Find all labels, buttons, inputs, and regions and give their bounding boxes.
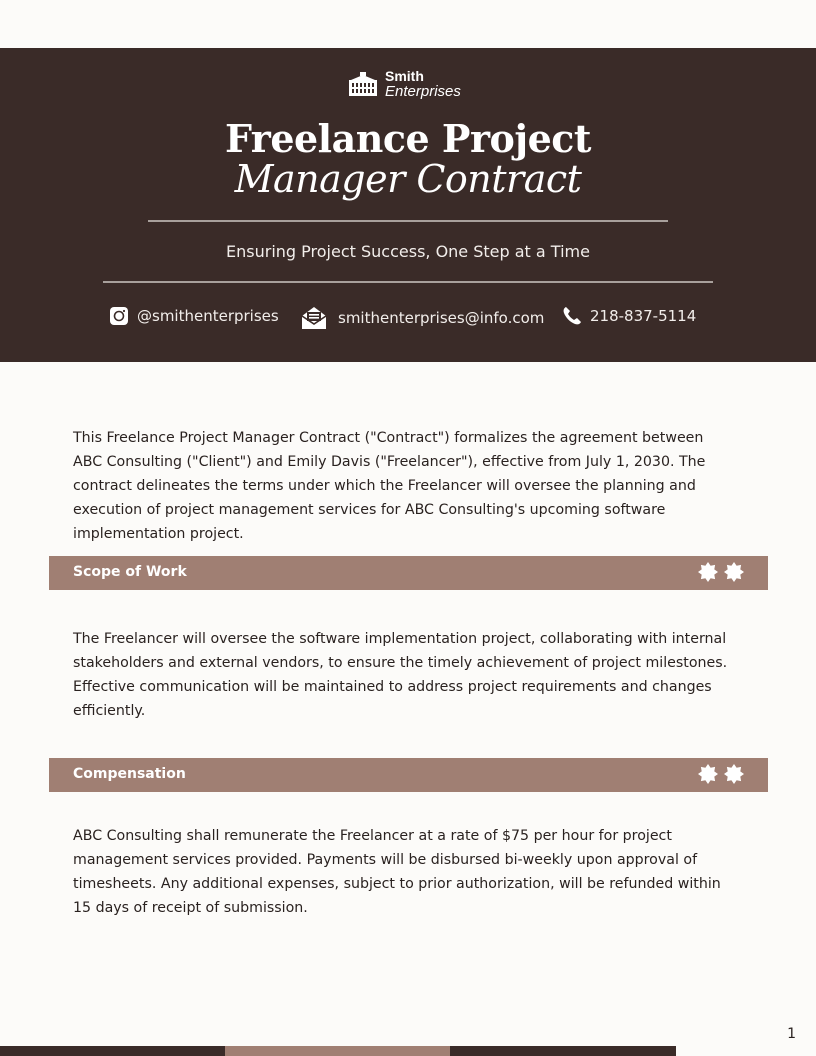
section-title: Scope of Work <box>73 564 187 580</box>
footer-bar-accent <box>225 1046 450 1056</box>
email-address: smithenterprises@info.com <box>338 309 545 327</box>
badge-icon <box>698 764 718 788</box>
contact-email[interactable] <box>301 306 544 330</box>
logo-name: Smith <box>385 68 424 84</box>
logo-subtitle: Enterprises <box>385 83 461 100</box>
tagline-divider <box>103 281 713 283</box>
instagram-icon <box>109 306 129 326</box>
page-title-line2: Manager Contract <box>234 157 582 201</box>
footer-bar-dark <box>0 1046 225 1056</box>
section-header-scope <box>49 556 768 590</box>
badge-icon <box>698 562 718 586</box>
contact-phone[interactable] <box>562 306 696 326</box>
section-header-compensation <box>49 758 768 792</box>
title-divider <box>148 220 668 222</box>
tagline: Ensuring Project Success, One Step at a Time <box>226 242 590 261</box>
section-decoration <box>692 764 744 788</box>
phone-number: 218-837-5114 <box>590 307 697 325</box>
building-icon <box>347 70 379 98</box>
badge-icon <box>724 562 744 586</box>
page-title-line1: Freelance Project <box>225 116 591 161</box>
instagram-handle: @smithenterprises <box>137 307 279 325</box>
badge-icon <box>724 764 744 788</box>
scope-paragraph: The Freelancer will oversee the software implementation project, collaborating with internal stakeholders and external vendors, to ensure the timely achievement of project milestones. Effective communication will be maintained to address project requirements and changes efficiently. <box>73 631 728 719</box>
page-number: 1 <box>787 1026 796 1042</box>
header-banner <box>0 48 816 362</box>
email-icon <box>301 306 327 330</box>
company-logo <box>347 68 461 100</box>
section-title: Compensation <box>73 766 186 782</box>
intro-paragraph: This Freelance Project Manager Contract ("Contract") formalizes the agreement between ABC Consulting ("Client") and Emily Davis ("Freelancer"), effective from July 1, 2030. The contract delineates the terms under which the Freelancer will oversee the planning and execution of project management services for ABC Consulting's upcoming software implementation project. <box>73 430 706 542</box>
footer-bar-dark <box>450 1046 676 1056</box>
phone-icon <box>562 306 582 326</box>
contact-instagram[interactable] <box>109 306 279 326</box>
compensation-paragraph: ABC Consulting shall remunerate the Freelancer at a rate of $75 per hour for project management services provided. Payments will be disbursed bi-weekly upon approval of timesheets. Any additional expenses, subject to prior authorization, will be refunded within 15 days of receipt of submission. <box>73 828 721 916</box>
section-decoration <box>692 562 744 586</box>
